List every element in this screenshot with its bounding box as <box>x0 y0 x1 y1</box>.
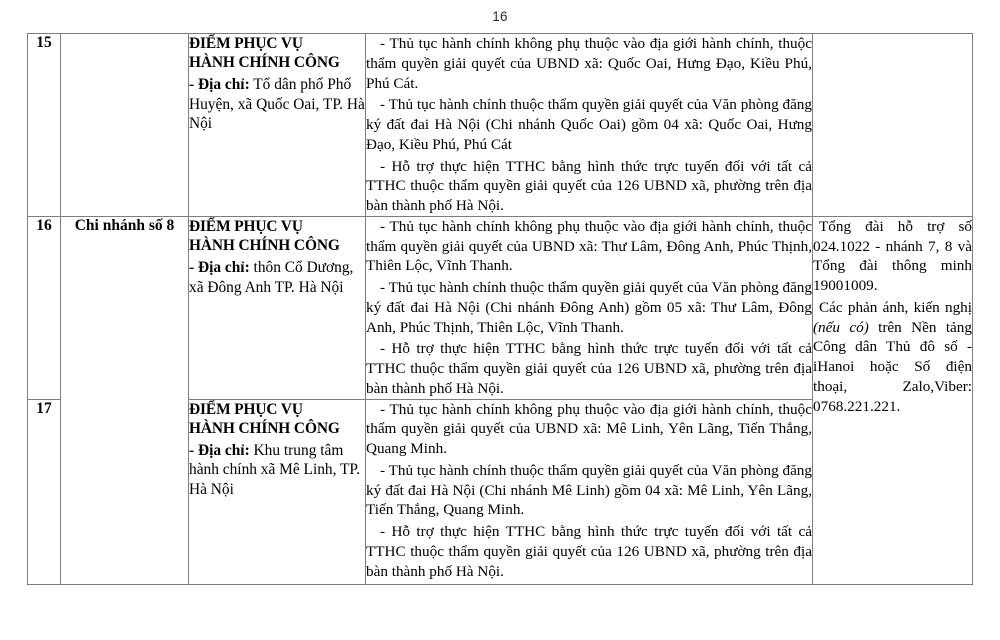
content-paragraph: - Thủ tục hành chính thuộc thẩm quyền giải quyết của Văn phòng đăng ký đất đai Hà Nội (Chi nhánh Quốc Oai) gồm 04 xã: Quốc Oai, Hưng Đạo, Kiều Phú, Phú Cát <box>366 96 812 153</box>
hotline-text-after: trên Nền tảng Công dân Thủ đô số - iHanoi hoặc Số điện thoại, Zalo,Viber: 0768.221.221. <box>813 318 972 415</box>
hotline-text-before: Các phản ánh, kiến nghị <box>819 298 972 316</box>
content-paragraph: - Hỗ trợ thực hiện TTHC bằng hình thức trực tuyến đối với tất cả TTHC thuộc thẩm quyền giải quyết của 126 UBND xã, phường trên địa bàn thành phố Hà Nội. <box>366 340 812 397</box>
content-paragraph: - Hỗ trợ thực hiện TTHC bằng hình thức trực tuyến đối với tất cả TTHC thuộc thẩm quyền giải quyết của 126 UBND xã, phường trên địa bàn thành phố Hà Nội. <box>366 157 812 214</box>
office-address <box>189 75 365 134</box>
content-paragraph: - Thủ tục hành chính không phụ thuộc vào địa giới hành chính, thuộc thẩm quyền giải quyết của UBND xã: Mê Linh, Yên Lãng, Tiến Thắng, Quang Minh. <box>366 400 812 457</box>
office-cell <box>189 216 366 399</box>
table-row <box>28 34 973 217</box>
office-title-line2: HÀNH CHÍNH CÔNG <box>189 236 340 254</box>
office-title-line2: HÀNH CHÍNH CÔNG <box>189 419 340 437</box>
content-paragraph: - Hỗ trợ thực hiện TTHC bằng hình thức trực tuyến đối với tất cả TTHC thuộc thẩm quyền giải quyết của 126 UBND xã, phường trên địa bàn thành phố Hà Nội. <box>366 523 812 580</box>
hotline-paragraph-1: Tổng đài hỗ trợ số 024.1022 - nhánh 7, 8 và Tổng đài thông minh 19001009. <box>813 217 972 294</box>
office-address <box>189 258 365 297</box>
hotline-paragraph-2 <box>813 298 972 417</box>
office-address-value: Tổ dân phố Phố Huyện, xã Quốc Oai, TP. Hà Nội <box>189 76 365 133</box>
content-paragraph: - Thủ tục hành chính thuộc thẩm quyền giải quyết của Văn phòng đăng ký đất đai Hà Nội (Chi nhánh Mê Linh) gồm 04 xã: Mê Linh, Yên Lãng, Tiến Thắng, Quang Minh. <box>366 461 812 519</box>
content-paragraph: - Thủ tục hành chính không phụ thuộc vào địa giới hành chính, thuộc thẩm quyền giải quyết của UBND xã: Thư Lâm, Đông Anh, Phúc Thịnh, Thiên Lộc, Vĩnh Thanh. <box>366 217 812 275</box>
hotline-cell-empty <box>813 34 973 217</box>
hotline-cell <box>813 216 973 584</box>
office-address-label: - Địa chỉ: <box>189 258 250 276</box>
office-title-line1: ĐIỂM PHỤC VỤ <box>189 400 303 418</box>
office-title-line1: ĐIỂM PHỤC VỤ <box>189 35 303 52</box>
branch-cell-empty <box>61 34 189 217</box>
office-title-line1: ĐIỂM PHỤC VỤ <box>189 217 303 235</box>
service-points-table <box>27 33 973 585</box>
office-title <box>189 217 365 255</box>
office-cell <box>189 34 366 217</box>
office-title-line2: HÀNH CHÍNH CÔNG <box>189 54 340 72</box>
content-paragraph: - Thủ tục hành chính không phụ thuộc vào địa giới hành chính, thuộc thẩm quyền giải quyết của UBND xã: Quốc Oai, Hưng Đạo, Kiều Phú, Phú Cát. <box>366 35 812 92</box>
row-number-cell: 15 <box>28 34 61 217</box>
content-cell <box>366 34 813 217</box>
office-address-label: - Địa chỉ: <box>189 441 250 459</box>
office-title <box>189 34 365 72</box>
hotline-text-italic: (nếu có) <box>813 318 869 336</box>
page-number: 16 <box>492 9 508 24</box>
office-cell <box>189 399 366 584</box>
branch-cell: Chi nhánh số 8 <box>61 216 189 584</box>
office-address-value: thôn Cổ Dương, xã Đông Anh TP. Hà Nội <box>189 258 354 296</box>
service-points-table-wrapper <box>27 33 972 585</box>
content-cell <box>366 399 813 584</box>
row-number-cell: 17 <box>28 399 61 584</box>
office-address-label: - Địa chỉ: <box>189 76 250 94</box>
office-address <box>189 441 365 500</box>
table-row <box>28 216 973 399</box>
office-title <box>189 400 365 438</box>
row-number-cell: 16 <box>28 216 61 399</box>
content-cell <box>366 216 813 399</box>
office-address-value: Khu trung tâm hành chính xã Mê Linh, TP. Hà Nội <box>189 441 361 498</box>
content-paragraph: - Thủ tục hành chính thuộc thẩm quyền giải quyết của Văn phòng đăng ký đất đai Hà Nội (Chi nhánh Đông Anh) gồm 05 xã: Thư Lâm, Đông Anh, Phúc Thịnh, Thiên Lộc, Vĩnh Thanh. <box>366 279 812 336</box>
